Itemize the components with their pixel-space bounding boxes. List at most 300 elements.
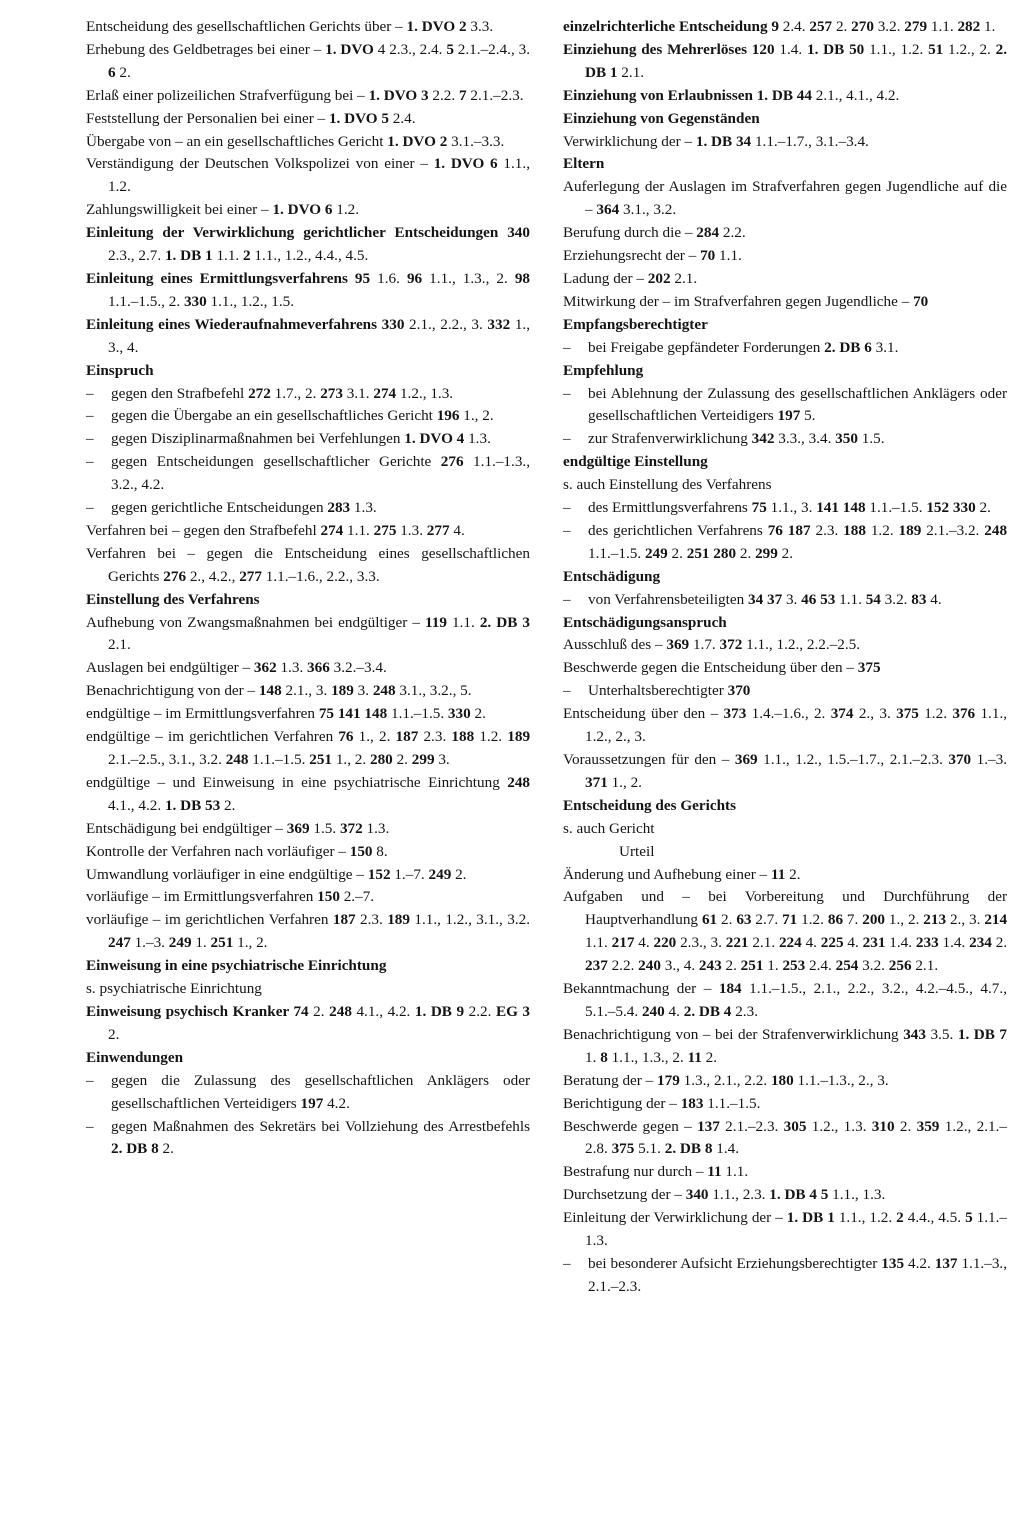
index-text: 2. <box>991 934 1008 952</box>
index-text: 1.2. <box>474 728 508 746</box>
index-reference: 1. DVO 2 <box>406 18 467 35</box>
index-text: 3.2. <box>858 957 889 975</box>
index-heading: Eltern <box>563 155 605 173</box>
index-reference: 330 <box>447 705 471 723</box>
index-text: Beschwerde gegen – <box>563 1117 698 1135</box>
index-text: 1.5. <box>309 819 340 837</box>
index-reference: 76 187 <box>767 521 811 539</box>
index-text: vorläufige – im gerichtlichen Verfahren <box>86 911 333 929</box>
index-text: 3.1. <box>871 338 899 356</box>
index-text: Entschädigung bei endgültiger – <box>86 819 287 837</box>
index-text: Verwirklichung der – <box>563 132 696 150</box>
index-entry <box>563 1184 1007 1207</box>
index-heading: Empfehlung <box>563 361 644 379</box>
index-subentry <box>563 337 1007 360</box>
index-reference: 71 <box>782 911 798 929</box>
index-subentry <box>86 1116 530 1162</box>
index-text: 1.1.–1.3. <box>585 1209 1008 1250</box>
index-reference: 369 <box>286 819 310 837</box>
index-text: 1., 3., 4. <box>108 315 530 356</box>
index-reference: 369 <box>734 751 758 768</box>
index-text: 1.6. <box>370 269 407 287</box>
dash-marker: – <box>86 384 94 402</box>
index-text: 1.1.–1.3., 3.2., 4.2. <box>111 453 531 494</box>
index-text: 4. <box>926 590 942 608</box>
index-reference: 248 <box>225 751 249 768</box>
index-reference: 343 <box>903 1025 926 1043</box>
index-text: 1.–7. <box>390 865 429 883</box>
index-entry <box>86 680 530 703</box>
index-text: 1.2. <box>332 201 360 219</box>
index-text: gegen die Übergabe an ein gesellschaftliches Gericht <box>111 407 437 425</box>
dash-marker: – <box>563 384 571 402</box>
index-reference: 376 <box>952 705 976 723</box>
index-text: 1.3. <box>396 521 427 539</box>
index-text: 1.1.–1.5. <box>588 544 645 562</box>
index-text: 3.3. <box>466 18 494 35</box>
index-entry <box>86 85 530 108</box>
dash-marker: – <box>86 407 94 425</box>
index-column-right <box>563 16 1007 1299</box>
index-text: 4.1., 4.2. <box>108 796 165 814</box>
index-heading: Einspruch <box>86 361 154 379</box>
index-reference: 75 <box>751 499 767 517</box>
index-reference: 1. DB 1 <box>164 247 213 265</box>
index-text: 4.4., 4.5. <box>903 1209 966 1227</box>
index-entry <box>563 841 1007 864</box>
index-text: 2., 4.2., <box>186 567 240 585</box>
index-text: Entscheidung über den – <box>563 705 724 723</box>
index-text: Erziehungsrecht der – <box>563 247 701 265</box>
index-text: Unterhaltsberechtigter <box>588 682 728 700</box>
index-reference: 213 <box>923 911 947 929</box>
index-text: 2. <box>470 705 486 723</box>
index-reference: 362 <box>253 659 277 677</box>
index-text: 2.2. <box>719 224 746 242</box>
index-text: 2.3. <box>418 728 452 746</box>
index-text: vorläufige – im Ermittlungsverfahren <box>86 888 318 906</box>
index-text: 1.1.–1.5. <box>387 705 448 723</box>
dash-marker: – <box>563 682 571 700</box>
index-text: 2.7. <box>751 911 783 929</box>
index-reference: 249 <box>644 544 668 562</box>
index-text: 2.3. <box>731 1002 758 1020</box>
index-entry <box>563 1116 1007 1162</box>
index-text: 3.3., 3.4. <box>774 430 836 448</box>
index-subentry <box>563 589 1007 612</box>
index-reference: 98 <box>514 269 531 287</box>
index-text: 1.1. <box>585 934 612 952</box>
index-reference: 54 <box>865 590 881 608</box>
index-entry <box>86 108 530 131</box>
index-text: 1.1., 1.2., 4.4., 4.5. <box>250 247 369 265</box>
index-text: zur Strafenverwirklichung <box>588 430 752 448</box>
index-text: Auferlegung der Auslagen im Strafverfahren gegen Jugendliche auf die – <box>563 178 1007 219</box>
index-reference: 137 <box>934 1254 958 1272</box>
index-text: 1.3., 2.1., 2.2. <box>679 1071 771 1089</box>
index-reference: 350 <box>835 430 858 448</box>
index-reference: 179 <box>657 1071 680 1089</box>
index-reference: 249 <box>428 865 452 883</box>
index-reference: 51 <box>928 40 944 58</box>
index-entry <box>563 703 1007 749</box>
index-text: 1.1., 1.2. <box>834 1209 897 1227</box>
index-reference: 1. DVO <box>325 40 374 58</box>
index-text: Mitwirkung der – im Strafverfahren gegen Jugendliche – <box>563 292 914 310</box>
index-entry <box>563 39 1007 85</box>
index-text: 2.4. <box>805 957 836 975</box>
index-reference: 1. DB 1 <box>786 1209 835 1227</box>
index-reference: 11 <box>707 1163 722 1181</box>
dash-marker: – <box>86 1117 94 1135</box>
index-entry <box>563 886 1007 978</box>
index-text: 1.4. <box>885 934 916 952</box>
index-reference: 189 <box>898 521 922 539</box>
index-reference: einzelrichterliche Entscheidung 9 <box>563 18 779 35</box>
index-text: 1.1. <box>721 1163 749 1181</box>
index-entry <box>86 818 530 841</box>
index-entry <box>86 520 530 543</box>
index-reference: 340 <box>685 1186 709 1204</box>
index-text: Beschwerde gegen die Entscheidung über den – <box>563 659 858 677</box>
index-text: Bekanntmachung der – <box>563 980 719 998</box>
index-reference: 240 <box>641 1002 665 1020</box>
index-reference: 2. DB 8 <box>664 1140 713 1158</box>
index-text: 1.1., 1.3., 2. <box>422 269 515 287</box>
index-text: 1. <box>980 18 996 35</box>
index-reference: Einweisung psychisch Kranker 74 <box>86 1002 309 1020</box>
index-subentry <box>563 520 1007 566</box>
index-text: 2.3., 2.7. <box>108 247 165 265</box>
index-reference: 254 <box>835 957 859 975</box>
index-reference: 5 <box>446 40 454 58</box>
index-text: 1.2. <box>865 521 899 539</box>
index-entry <box>563 291 1007 314</box>
index-text: 1.1. <box>927 18 958 35</box>
index-text: 1.7. <box>689 636 720 654</box>
index-reference: 1. DB 34 <box>695 132 752 150</box>
index-text: 2.3. <box>355 911 388 929</box>
index-reference: 152 330 <box>926 499 976 517</box>
index-entry <box>86 864 530 887</box>
index-reference: 225 <box>820 934 844 952</box>
index-text: 2.1.–2.4., 3. <box>453 40 531 58</box>
index-reference: 180 <box>770 1071 794 1089</box>
dash-marker: – <box>563 499 571 517</box>
index-text: Änderung und Aufhebung einer – <box>563 865 771 883</box>
index-text: Ausschluß des – <box>563 636 667 654</box>
index-reference: 372 <box>339 819 363 837</box>
index-reference: 8 <box>600 1048 608 1066</box>
index-reference: 83 <box>911 590 927 608</box>
index-text: 2. <box>721 957 741 975</box>
index-reference: 189 <box>331 682 354 700</box>
index-text: 3.1., 3.2. <box>619 201 677 219</box>
index-reference: 273 <box>320 384 343 402</box>
index-text: 2. <box>785 865 801 883</box>
dash-marker: – <box>563 430 571 448</box>
index-text: 1.1. <box>446 613 480 631</box>
index-text: Ladung der – <box>563 269 648 287</box>
index-text: 1. <box>191 934 211 952</box>
index-reference: 375 <box>611 1140 635 1158</box>
index-text: 1.1., 1.2., 1.5.–1.7., 2.1.–2.3. <box>757 751 949 768</box>
index-reference: Einziehung von Erlaubnissen 1. DB 44 <box>563 86 812 104</box>
index-reference: 197 <box>777 407 801 425</box>
index-text: 2.2. <box>428 86 459 104</box>
index-text: 1.1.–1.5., 2.1., 2.2., 3.2., 4.2.–4.5., 4.7., 5.1.–5.4. <box>585 980 1007 1020</box>
index-reference: 283 <box>327 499 351 517</box>
index-text: Berichtigung der – <box>563 1094 681 1112</box>
index-text: 1.1.–1.5., 2. <box>108 292 184 310</box>
index-text: des Ermittlungsverfahrens <box>588 499 752 517</box>
dash-marker: – <box>563 590 571 608</box>
index-text: 1., 2. <box>233 934 268 952</box>
index-reference: 221 <box>725 934 749 952</box>
index-text: 2.1., 4.1., 4.2. <box>811 86 900 104</box>
index-reference: 248 <box>329 1002 352 1020</box>
index-reference: 305 <box>783 1117 807 1135</box>
index-reference: 7 <box>458 86 467 104</box>
index-text: s. auch Gericht <box>563 819 655 837</box>
index-reference: 375 <box>896 705 919 723</box>
index-entry <box>86 909 530 955</box>
index-reference: 196 <box>436 407 460 425</box>
index-reference: 330 <box>183 292 207 310</box>
index-text: 4. <box>664 1002 684 1020</box>
index-text: 2. <box>220 796 236 814</box>
index-reference: 75 141 148 <box>318 705 388 723</box>
index-text: 1.1.–1.3., 2., 3. <box>793 1071 889 1089</box>
index-text: bei Freigabe gepfändeter Forderungen <box>588 338 825 356</box>
index-reference: 370 <box>727 682 751 700</box>
index-text: 1.1., 1.2., 2., 3. <box>585 705 1008 746</box>
index-reference: 342 <box>751 430 775 448</box>
index-text: 1., 2. <box>885 911 924 929</box>
index-text: 2. <box>108 1025 120 1043</box>
index-reference: 1. DB 9 <box>414 1002 465 1020</box>
index-text: 1., 2. <box>353 728 396 746</box>
index-reference: 251 280 <box>686 544 737 562</box>
index-reference: 11 <box>770 865 786 883</box>
index-text: 1.1.–3., 2.1.–2.3. <box>588 1254 1008 1295</box>
index-text: Einleitung der Verwirklichung der – <box>563 1209 787 1227</box>
index-subentry <box>86 405 530 428</box>
index-text: 2.4. <box>778 18 810 35</box>
index-reference: 220 <box>653 934 677 952</box>
index-reference: 248 <box>507 773 530 791</box>
index-reference: 34 37 <box>747 590 783 608</box>
index-text: 2.1.–2.3. <box>719 1117 784 1135</box>
index-reference: 150 <box>317 888 340 906</box>
index-reference: 375 <box>857 659 881 677</box>
index-text: 3.1.–3.3. <box>447 132 505 150</box>
index-entry <box>86 268 530 314</box>
index-text: 2.1.–2.3. <box>466 86 524 104</box>
index-subentry <box>563 680 1007 703</box>
index-reference: 243 <box>698 957 722 975</box>
index-text: 3.5. <box>925 1025 958 1043</box>
index-entry <box>563 818 1007 841</box>
index-reference: 373 <box>723 705 747 723</box>
index-reference: 2 <box>243 247 251 265</box>
index-text: 1., 2. <box>332 751 370 768</box>
index-entry <box>86 841 530 864</box>
index-text: 1.1.–1.6., 2.2., 3.3. <box>261 567 380 585</box>
index-reference: 272 <box>248 384 271 402</box>
index-reference: 189 <box>507 728 531 746</box>
index-reference: 200 <box>862 911 885 929</box>
index-text: Bestrafung nur durch – <box>563 1163 708 1181</box>
index-reference: 270 <box>851 18 874 35</box>
index-text: 2. <box>158 1140 174 1158</box>
index-reference: 1. DB 53 <box>164 796 221 814</box>
index-reference: 5 <box>965 1209 973 1227</box>
index-entry <box>86 16 530 39</box>
index-reference: 332 <box>487 315 511 333</box>
index-reference: 61 <box>701 911 718 929</box>
index-text: 4.2. <box>904 1254 935 1272</box>
index-text: 1.5. <box>857 430 885 448</box>
index-entry <box>86 978 530 1001</box>
index-reference: 247 <box>108 934 131 952</box>
index-reference: 310 <box>871 1117 895 1135</box>
index-reference: 2 <box>896 1209 904 1227</box>
index-entry <box>86 657 530 680</box>
index-reference: 374 <box>830 705 854 723</box>
index-text: Durchsetzung der – <box>563 1186 686 1204</box>
index-text: 1.2. <box>918 705 953 723</box>
index-heading: Einstellung des Verfahrens <box>86 590 260 608</box>
index-reference: 1. DVO 2 <box>387 132 448 150</box>
index-text: 3. <box>434 751 450 768</box>
index-text: 3.1., 3.2., 5. <box>395 682 472 700</box>
index-reference: 135 <box>881 1254 905 1272</box>
index-text: 2. <box>667 544 687 562</box>
index-reference: Einleitung eines Ermittlungsverfahrens 95 <box>86 269 371 287</box>
index-entry <box>563 1024 1007 1070</box>
index-reference: 371 <box>585 773 608 791</box>
index-text: endgültige – im gerichtlichen Verfahren <box>86 728 339 746</box>
index-text: 1. <box>585 1048 601 1066</box>
index-text: 1.1. <box>212 247 244 265</box>
index-text: 2. <box>451 865 467 883</box>
index-text: Kontrolle der Verfahren nach vorläufiger – <box>86 842 350 860</box>
index-reference: 86 <box>827 911 844 929</box>
index-text: 2. <box>975 499 991 517</box>
index-subentry <box>86 1070 530 1116</box>
index-text: 1.1., 1.2. <box>108 155 530 196</box>
index-reference: 187 <box>332 911 356 929</box>
index-text: 2.2. <box>607 957 639 975</box>
index-entry <box>86 39 530 85</box>
index-reference: 249 <box>168 934 192 952</box>
index-reference: 366 <box>307 659 330 677</box>
index-reference: 1. DB 4 5 <box>769 1186 829 1204</box>
index-text: 2. <box>894 1117 917 1135</box>
index-entry <box>563 978 1007 1024</box>
index-text: Feststellung der Personalien bei einer – <box>86 109 329 127</box>
index-text: Verständigung der Deutschen Volkspolizei von einer – <box>86 155 434 173</box>
index-entry <box>563 85 1007 108</box>
index-reference: 256 <box>888 957 912 975</box>
index-entry <box>86 612 530 658</box>
index-reference: 70 <box>700 247 716 265</box>
index-text: 1.1., 1.2., 2.2.–2.5. <box>742 636 860 654</box>
index-text: 3.2.–3.4. <box>329 659 387 677</box>
index-text: 1.4. <box>712 1140 739 1158</box>
index-text: 7. <box>843 911 863 929</box>
index-text: s. auch Einstellung des Verfahrens <box>563 476 772 494</box>
index-reference: 277 <box>239 567 262 585</box>
index-reference: Einleitung eines Wiederaufnahmeverfahrens 330 <box>86 315 405 333</box>
index-reference: 2. DB 8 <box>111 1140 159 1158</box>
index-reference: 275 <box>373 521 397 539</box>
index-reference: 240 <box>638 957 661 975</box>
index-text: s. psychiatrische Einrichtung <box>86 980 262 998</box>
index-text: 4. <box>843 934 863 952</box>
index-entry <box>563 864 1007 887</box>
index-text: Umwandlung vorläufiger in eine endgültige – <box>86 865 368 883</box>
index-text: gegen die Zulassung des gesellschaftlichen Anklägers oder gesellschaftlichen Verteidigers <box>111 1071 530 1112</box>
index-reference: 1. DVO 5 <box>328 109 389 127</box>
index-text: 1.3. <box>464 430 491 448</box>
index-text: 2.1.–2.5., 3.1., 3.2. <box>108 751 226 768</box>
index-text: 2.1.–3.2. <box>921 521 985 539</box>
index-text: Zahlungswilligkeit bei einer – <box>86 201 273 219</box>
index-text: gegen Disziplinarmaßnahmen bei Verfehlungen <box>111 430 405 448</box>
index-text: 1.1., 1.2., 1.5. <box>206 292 295 310</box>
index-reference: 2. DB 6 <box>824 338 872 356</box>
dash-marker: – <box>563 338 571 356</box>
index-reference: 183 <box>680 1094 704 1112</box>
index-text: 1.4.–1.6., 2. <box>746 705 831 723</box>
index-entry <box>86 886 530 909</box>
index-text: Entscheidung des gesellschaftlichen Gerichts über – <box>86 18 407 35</box>
index-reference: 202 <box>647 269 671 287</box>
dash-marker: – <box>86 1071 94 1089</box>
index-reference: 364 <box>596 201 620 219</box>
index-entry <box>86 772 530 818</box>
index-subentry <box>86 383 530 406</box>
index-text: 5. <box>800 407 816 425</box>
index-text: 1. <box>763 957 783 975</box>
index-reference: 369 <box>666 636 690 654</box>
index-reference: 2. DB 3 <box>479 613 530 631</box>
index-text: Benachrichtigung von der – <box>86 682 259 700</box>
index-reference: 197 <box>300 1094 324 1112</box>
index-entry <box>86 199 530 222</box>
index-text: 2. <box>832 18 852 35</box>
index-reference: 248 <box>372 682 396 700</box>
index-reference: 233 <box>915 934 939 952</box>
index-text: gegen Maßnahmen des Sekretärs bei Vollziehung des Arrestbefehls <box>111 1117 530 1135</box>
index-text: 2. <box>736 544 756 562</box>
index-entry <box>563 1207 1007 1253</box>
index-text: 1.1.–1.5. <box>865 499 927 517</box>
index-text: Erhebung des Geldbetrages bei einer – <box>86 40 326 58</box>
index-entry <box>563 749 1007 795</box>
index-text: 2.3., 3. <box>676 934 726 952</box>
index-entry <box>563 634 1007 657</box>
index-reference: 248 <box>984 521 1008 539</box>
index-text: gegen gerichtliche Entscheidungen <box>111 499 328 517</box>
index-reference: 276 <box>440 453 464 471</box>
index-reference: 1. DB 50 <box>806 40 865 58</box>
index-subentry <box>86 451 530 497</box>
index-reference: 63 <box>736 911 752 929</box>
index-text: Erlaß einer polizeilichen Strafverfügung bei – <box>86 86 369 104</box>
